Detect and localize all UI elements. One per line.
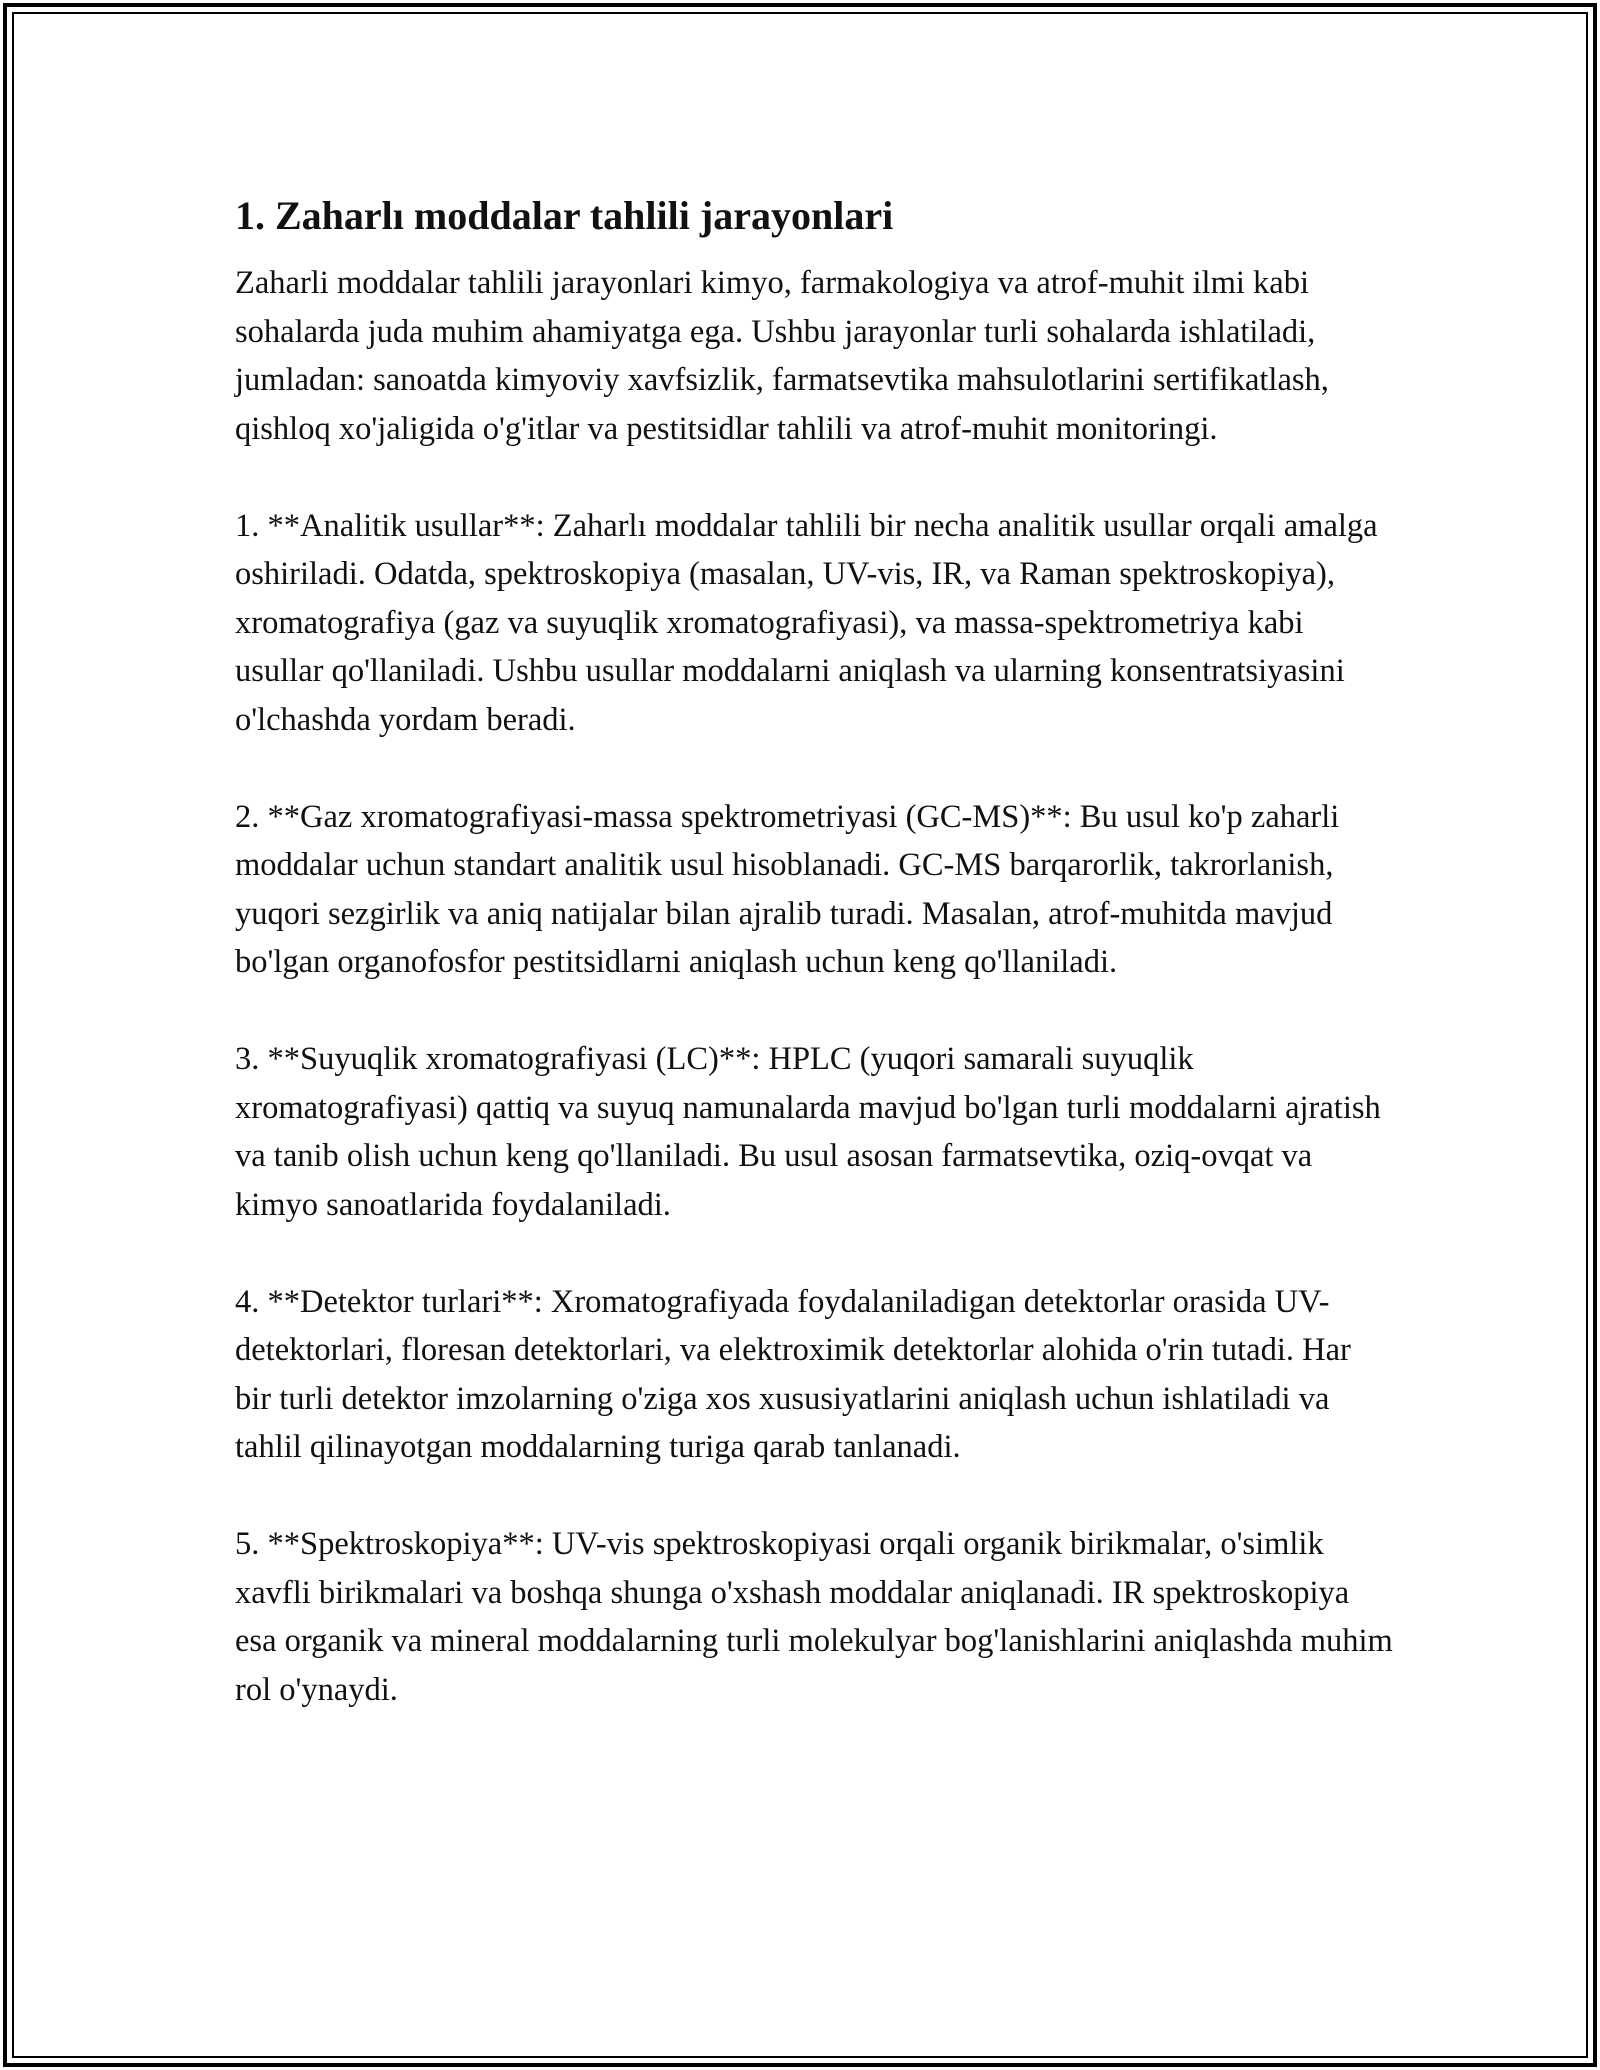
paragraph-gc-ms: 2. **Gaz xromatografiyasi-massa spektrometriyasi (GC-MS)**: Bu usul ko'p zaharli moddalar uchun standart analitik usul hisoblanadi. GC-MS barqarorlik, takrorlanish, yuqori sezgirlik va aniq natijalar bilan ajralib turadi. Masalan, atrof-muhitda mavjud bo'lgan organofosfor pestitsidlarni aniqlash uchun keng qo'llaniladi.	[235, 798, 1340, 980]
paragraph-detektor-turlari: 4. **Detektor turlari**: Xromatografiyada foydalaniladigan detektorlar orasida UV-detektorlari, floresan detektorlari, va elektroximik detektorlar alohida o'rin tutadi. Har bir turli detektor imzolarning o'ziga xos xususiyatlarini aniqlash uchun ishlatiladi va tahlil qilinayotgan moddalarning turiga qarab tanlanadi.	[235, 1283, 1351, 1465]
paragraph-spektroskopiya: 5. **Spektroskopiya**: UV-vis spektroskopiyasi orqali organik birikmalar, o'simlik xavfli birikmalari va boshqa shunga o'xshash moddalar aniqlanadi. IR spektroskopiya esa organik va mineral moddalarning turli molekulyar bog'lanishlarini aniqlashda muhim rol o'ynaydi.	[235, 1526, 1393, 1708]
intro-paragraph: Zaharli moddalar tahlili jarayonlari kimyo, farmakologiya va atrof-muhit ilmi kabi sohalarda juda muhim ahamiyatga ega. Ushbu jarayonlar turli sohalarda ishlatiladi, jumladan: sanoatda kimyoviy xavfsizlik, farmatsevtika mahsulotlarini sertifikatlash, qishloq xo'jaligida o'g'itlar va pestitsidlar tahlili va atrof-muhit monitoringi.	[235, 265, 1329, 447]
paragraph-suyuqlik-xromatografiyasi: 3. **Suyuqlik xromatografiyasi (LC)**: HPLC (yuqori samarali suyuqlik xromatografiyasi) qattiq va suyuq namunalarda mavjud bo'lgan turli moddalarni ajratish va tanib olish uchun keng qo'llaniladi. Bu usul asosan farmatsevtika, oziq-ovqat va kimyo sanoatlarida foydalaniladi.	[235, 1041, 1381, 1223]
document-body	[235, 183, 1395, 1763]
document-title: 1. Zaharlı moddalar tahlili jarayonlari	[235, 193, 894, 238]
paragraph-analitik-usullar: 1. **Analitik usullar**: Zaharlı moddalar tahlili bir necha analitik usullar orqali amalga oshiriladi. Odatda, spektroskopiya (masalan, UV-vis, IR, va Raman spektroskopiya), xromatografiya (gaz va suyuqlik xromatografiyasi), va massa-spektrometriya kabi usullar qo'llaniladi. Ushbu usullar moddalarni aniqlash va ularning konsentratsiyasini o'lchashda yordam beradi.	[235, 507, 1378, 738]
